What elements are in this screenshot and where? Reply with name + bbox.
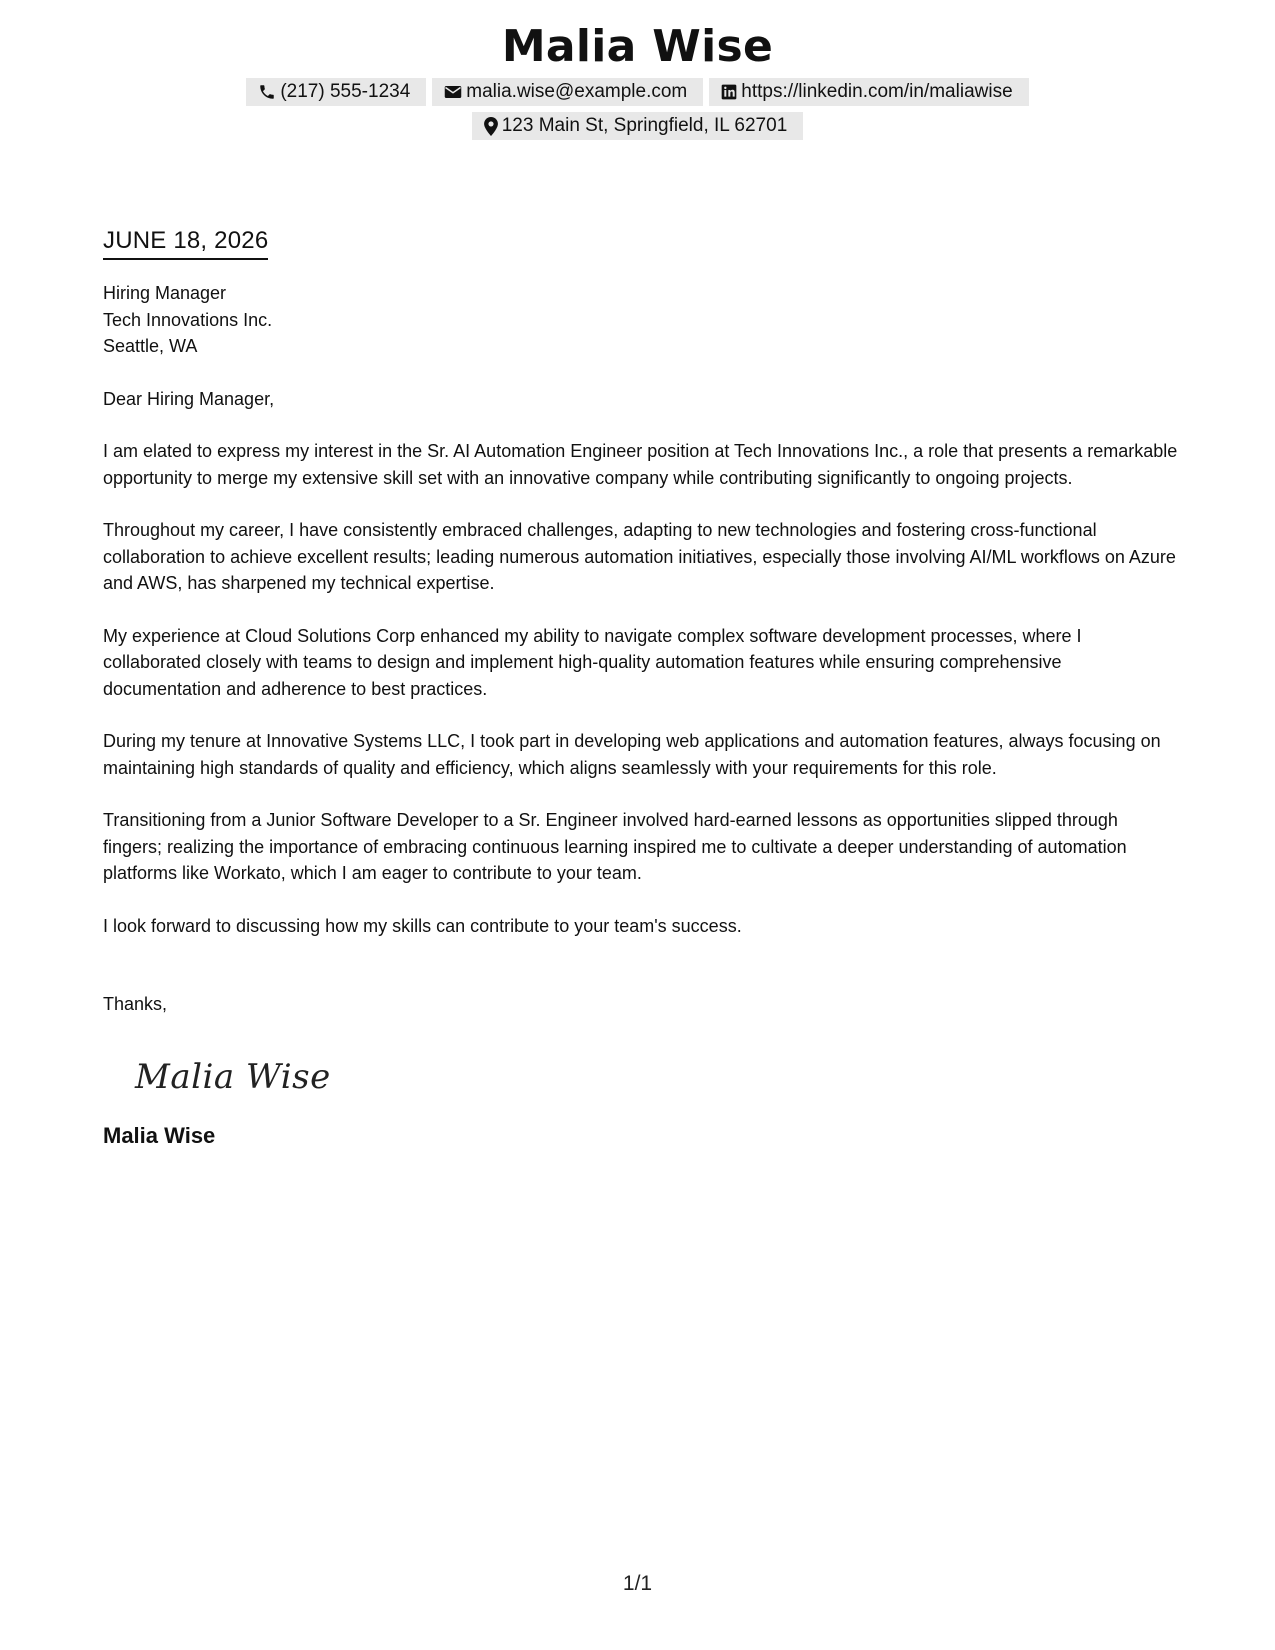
signature-glyphs: Malia Wise	[135, 1056, 331, 1097]
letter-date: JUNE 18, 2026	[103, 226, 268, 260]
recipient-location: Seattle, WA	[103, 336, 198, 356]
recipient-company: Tech Innovations Inc.	[103, 309, 273, 330]
address-text: 123 Main St, Springfield, IL 62701	[501, 115, 788, 136]
body-paragraph: My experience at Cloud Solutions Corp enhanced my ability to navigate complex software development processes, where I collaborated closely with teams to design and implement high-quality automation features while ensuring comprehensive documentation and adherence to best practices.	[103, 625, 1082, 699]
phone-icon	[258, 83, 276, 101]
phone-chip	[246, 78, 426, 106]
linkedin-chip	[709, 78, 1028, 106]
envelope-icon	[444, 84, 462, 100]
handwritten-signature	[133, 1052, 1178, 1102]
page-number: 1/1	[622, 1572, 653, 1595]
body-paragraph: During my tenure at Innovative Systems LLC, I took part in developing web applications and automation features, always focusing on maintaining high standards of quality and efficiency, which aligns seamlessly with your requirements for this role.	[103, 731, 1161, 778]
body-paragraph: I look forward to discussing how my skills can contribute to your team's success.	[103, 915, 742, 936]
salutation: Dear Hiring Manager,	[103, 388, 275, 409]
email-chip	[432, 78, 703, 106]
body-paragraph: I am elated to express my interest in the Sr. AI Automation Engineer position at Tech Innovations Inc., a role that presents a remarkable opportunity to merge my extensive skill set with an innovative company while contributing significantly to ongoing projects.	[103, 441, 1178, 488]
linkedin-icon	[721, 84, 737, 100]
linkedin-text: https://linkedin.com/in/maliawise	[741, 81, 1013, 102]
phone-text: (217) 555-1234	[280, 81, 411, 102]
recipient-title: Hiring Manager	[103, 283, 227, 303]
letter-body	[103, 226, 1178, 1150]
signed-name: Malia Wise	[103, 1122, 216, 1148]
contact-row-primary	[0, 78, 1275, 106]
recipient-block	[103, 280, 1178, 360]
address-chip	[472, 112, 804, 140]
email-text: malia.wise@example.com	[466, 81, 688, 102]
body-paragraph: Throughout my career, I have consistently embraced challenges, adapting to new technologies and fostering cross-functional collaboration to achieve excellent results; leading numerous automation initiatives, especially those involving AI/ML workflows on Azure and AWS, has sharpened my technical expertise.	[103, 520, 1176, 593]
closing-line: Thanks,	[103, 994, 168, 1014]
sender-name-title: Malia Wise	[501, 21, 774, 72]
contact-row-secondary	[0, 112, 1275, 140]
body-paragraph: Transitioning from a Junior Software Developer to a Sr. Engineer involved hard-earned lessons as opportunities slipped through fingers; realizing the importance of embracing continuous learning inspired me to cultivate a deeper understanding of automation platforms like Workato, which I am eager to contribute to your team.	[103, 810, 1127, 883]
map-pin-icon	[484, 117, 498, 136]
letter-header	[0, 18, 1275, 140]
